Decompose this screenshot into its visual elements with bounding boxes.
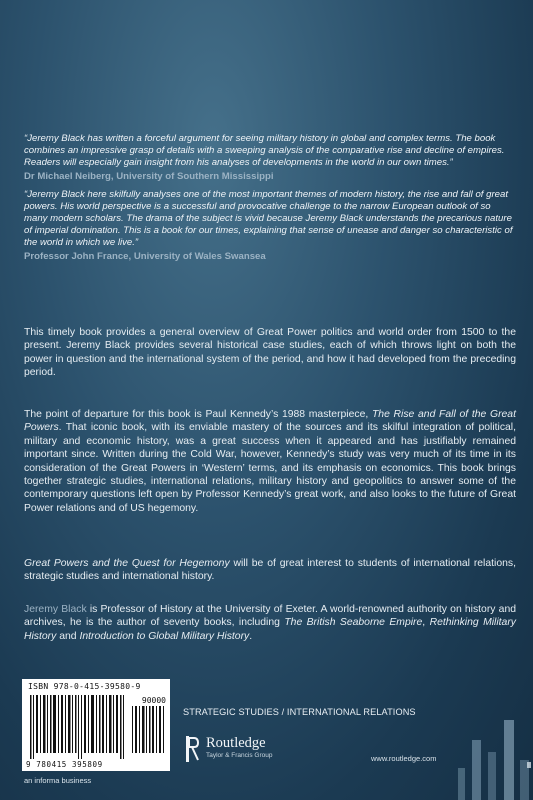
endorsement-attribution: Dr Michael Neiberg, University of Southern Mississippi: [24, 170, 274, 182]
endorsements: [24, 133, 516, 269]
decorative-bars: [430, 700, 533, 800]
publisher-logo: [186, 736, 272, 762]
ean-barcode: [22, 679, 170, 771]
publisher-group: Taylor & Francis Group: [206, 752, 273, 759]
separator: and: [56, 630, 80, 642]
author-bio: is Professor of History at the University of Exeter. A world-renowned authority on history and archives, he is the author of seventy books, including: [24, 604, 517, 629]
departure-text-rest: . That iconic book, with its enviable mastery of the sources and its skilful integration of political, military and economic history, was a great success when it appeared and has justifiably remained important since. Written during the Cold War, however, Kennedy’s study was very much of its time in its consideration of the Great Powers in ‘Western’ terms, and its emphasis on economics. This book brings together strategic studies, international relations, military history and geopolitics to answer some of the contemporary questions left open by Professor Kennedy’s great work, and also looks to the future of Great Power relations and of US hegemony.: [24, 422, 516, 514]
isbn-number: ISBN 978-0-415-39580-9: [28, 682, 141, 691]
author-book-1: The British Seaborne Empire: [284, 617, 423, 629]
publisher-url: www.routledge.com: [371, 754, 437, 763]
price-code: 90000: [141, 696, 166, 705]
publisher-name: Routledge: [206, 735, 266, 751]
endorsement-quote: “Jeremy Black here skilfully analyses one of the most important themes of modern history, the rise and fall of great powers. His world perspective is a successful and provocative challenge to the narrow European outlook of so many modern scholars. The drama of the subject is vivid because Jeremy Black understands the precarious nature of imperial domination. This is a book for our times, explaining that sense of unease and danger so characteristic of the world in which we live.”: [24, 188, 513, 249]
barcode-digits: 9 780415 395809: [26, 760, 103, 769]
endorsement-attribution: Professor John France, University of Wales Swansea: [24, 250, 266, 262]
subject-category: STRATEGIC STUDIES / INTERNATIONAL RELATIONS: [183, 707, 416, 717]
routledge-r-icon: [186, 736, 200, 762]
isbn-barcode: [22, 679, 170, 771]
endorsement-quote: “Jeremy Black has written a forceful argument for seeing military history in global and complex terms. The book combines an impressive grasp of details with a sweeping analysis of the comparative rise and decline of empires. Readers will especially gain insight from his analyses of developments in the world in our own times.”: [24, 133, 505, 169]
author-name: Jeremy Black: [24, 604, 87, 615]
author-paragraph: [24, 603, 516, 643]
interest-text: will be of great interest to students of international relations, strategic studies and international history.: [24, 558, 516, 583]
author-book-3: Introduction to Global Military History: [79, 630, 250, 642]
separator: .: [249, 630, 253, 642]
book-title: Great Powers and the Quest for Hegemony: [24, 558, 230, 569]
departure-text: The point of departure for this book is Paul Kennedy’s 1988 masterpiece,: [24, 409, 372, 420]
departure-paragraph: [24, 408, 516, 515]
interest-paragraph: [24, 557, 516, 584]
author-book-2: Rethinking Military History: [24, 617, 516, 642]
separator: ,: [422, 617, 430, 629]
informa-tagline: an informa business: [24, 776, 92, 785]
overview-paragraph: This timely book provides a general overview of Great Power politics and world order from 1500 to the present. Jeremy Black provides several historical case studies, each of which throws light on both the power in question and the international system of the period, and how it had developed from the preceding period.: [24, 327, 516, 379]
kennedy-book-title: The Rise and Fall of the Great Powers: [24, 409, 516, 434]
